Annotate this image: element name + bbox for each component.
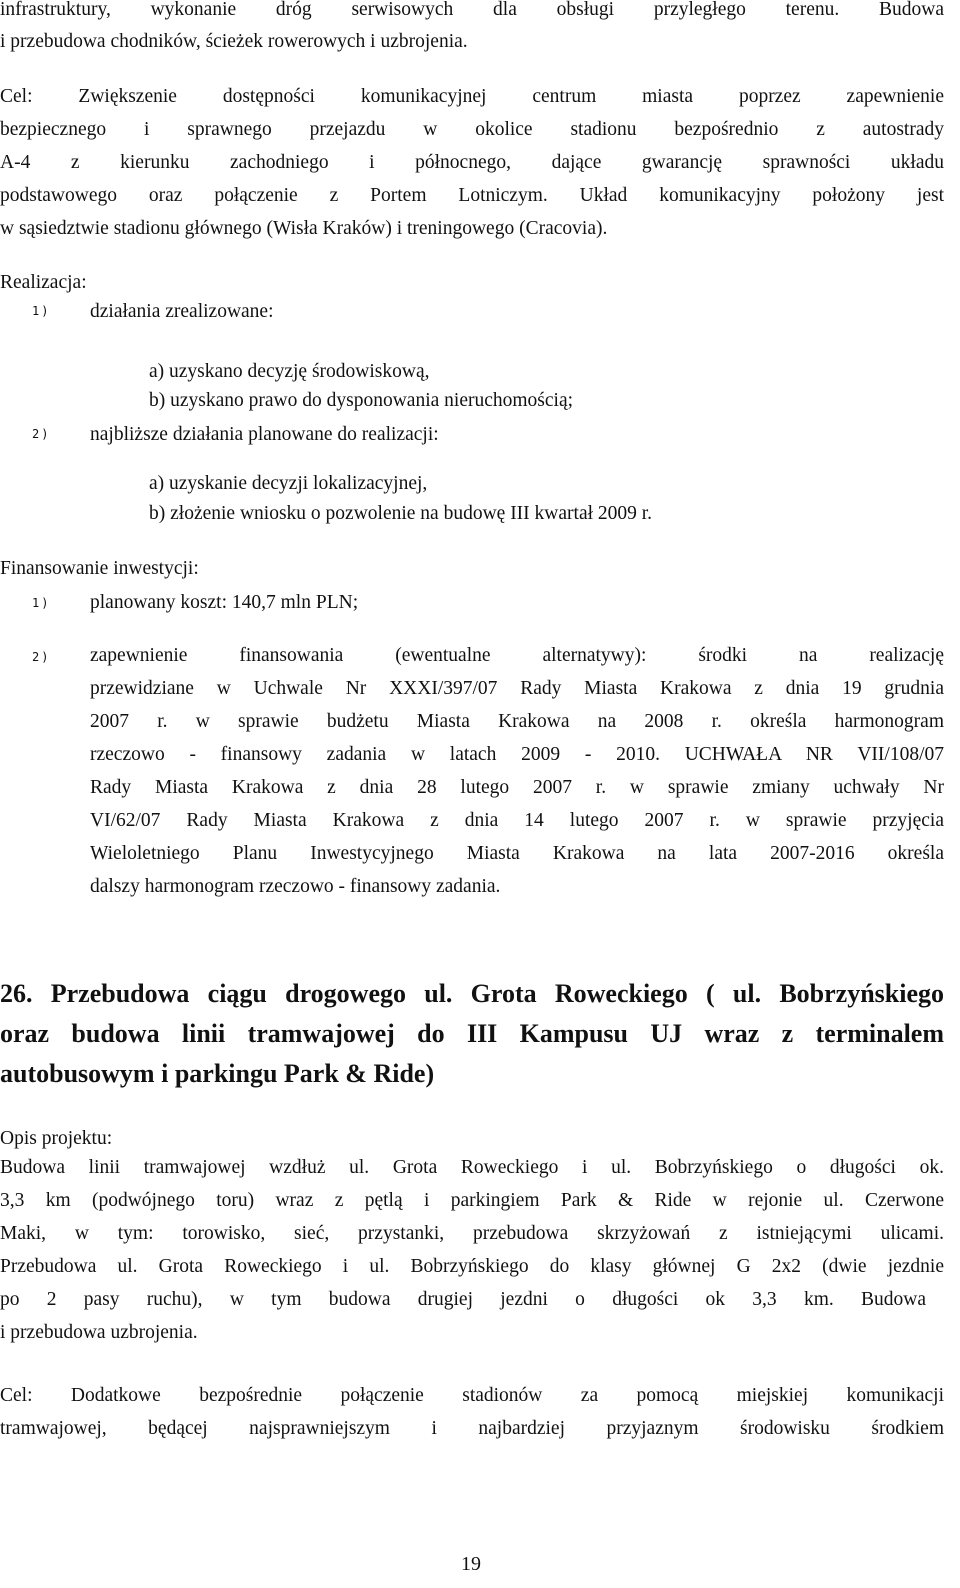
- description-line: 3,3 km (podwójnego toru) wraz z pętlą i parkingiem Park & Ride w rejonie ul. Czerwone: [0, 1190, 944, 1211]
- goal-paragraph-line: podstawowego oraz połączenie z Portem Lotniczym. Układ komunikacyjny położony jest: [0, 185, 944, 206]
- description-line: Maki, w tym: torowisko, sieć, przystanki, przebudowa skrzyżowań z istniejącymi ulicami.: [0, 1223, 944, 1244]
- financing-line: przewidziane w Uchwale Nr XXXI/397/07 Rady Miasta Krakowa z dnia 19 grudnia: [90, 678, 944, 699]
- financing-item: planowany koszt: 140,7 mln PLN;: [90, 592, 359, 613]
- financing-line: dalszy harmonogram rzeczowo - finansowy zadania.: [90, 876, 501, 897]
- goal-paragraph-line: A-4 z kierunku zachodniego i północnego, dające gwarancję sprawności układu: [0, 152, 944, 173]
- list-number: 1): [32, 304, 51, 318]
- intro-line: infrastruktury, wykonanie dróg serwisowych dla obsługi przyległego terenu. Budowa: [0, 0, 944, 20]
- financing-line: VI/62/07 Rady Miasta Krakowa z dnia 14 lutego 2007 r. w sprawie przyjęcia: [90, 810, 944, 831]
- page-number: 19: [461, 1553, 481, 1575]
- realization-subitem: a) uzyskanie decyzji lokalizacyjnej,: [149, 473, 428, 494]
- section-title-line: 26. Przebudowa ciągu drogowego ul. Grota Roweckiego ( ul. Bobrzyńskiego: [0, 979, 944, 1008]
- goal-paragraph-line: w sąsiedztwie stadionu głównego (Wisła Kraków) i treningowego (Cracovia).: [0, 218, 608, 239]
- goal-label: Cel:: [0, 1385, 33, 1406]
- financing-line: 2007 r. w sprawie budżetu Miasta Krakowa na 2008 r. określa harmonogram: [90, 711, 944, 732]
- realization-item: najbliższe działania planowane do realizacji:: [90, 424, 439, 445]
- goal-label: Cel:: [0, 86, 33, 107]
- goal-paragraph-line: [0, 81, 944, 113]
- goal-paragraph-line: tramwajowej, będącej najsprawniejszym i najbardziej przyjaznym środowisku środkiem: [0, 1418, 944, 1439]
- financing-line: Wieloletniego Planu Inwestycyjnego Miasta Krakowa na lata 2007-2016 określa: [90, 843, 944, 864]
- intro-line: i przebudowa chodników, ścieżek rowerowych i uzbrojenia.: [0, 31, 468, 52]
- financing-line: rzeczowo - finansowy zadania w latach 2009 - 2010. UCHWAŁA NR VII/108/07: [90, 744, 944, 765]
- description-line: i przebudowa uzbrojenia.: [0, 1322, 198, 1343]
- realization-item: działania zrealizowane:: [90, 301, 274, 322]
- description-line: po 2 pasy ruchu), w tym budowa drugiej jezdni o długości ok 3,3 km. Budowa: [0, 1289, 926, 1310]
- goal-text: Dodatkowe bezpośrednie połączenie stadionów za pomocą miejskiej komunikacji: [70, 1385, 944, 1406]
- realization-subitem: a) uzyskano decyzję środowiskową,: [149, 361, 430, 382]
- realization-subitem: b) złożenie wniosku o pozwolenie na budowę III kwartał 2009 r.: [149, 503, 653, 524]
- realization-heading: Realizacja:: [0, 272, 87, 293]
- goal-paragraph-line: [0, 1380, 944, 1412]
- list-number: 2): [32, 650, 51, 664]
- section-title-line: oraz budowa linii tramwajowej do III Kampusu UJ wraz z terminalem: [0, 1019, 944, 1048]
- goal-paragraph-line: bezpiecznego i sprawnego przejazdu w okolice stadionu bezpośrednio z autostrady: [0, 119, 944, 140]
- list-number: 2): [32, 427, 51, 441]
- financing-line: Rady Miasta Krakowa z dnia 28 lutego 2007 r. w sprawie zmiany uchwały Nr: [90, 777, 944, 798]
- realization-subitem: b) uzyskano prawo do dysponowania nieruchomością;: [149, 390, 574, 411]
- financing-heading: Finansowanie inwestycji:: [0, 558, 199, 579]
- section-title-line: autobusowym i parkingu Park & Ride): [0, 1059, 435, 1088]
- description-heading: Opis projektu:: [0, 1128, 113, 1149]
- description-line: Budowa linii tramwajowej wzdłuż ul. Grota Roweckiego i ul. Bobrzyńskiego o długości ok.: [0, 1157, 944, 1178]
- goal-text: Zwiększenie dostępności komunikacyjnej centrum miasta poprzez zapewnienie: [78, 86, 944, 107]
- list-number: 1): [32, 596, 51, 610]
- description-line: Przebudowa ul. Grota Roweckiego i ul. Bobrzyńskiego do klasy głównej G 2x2 (dwie jezdnie: [0, 1256, 944, 1277]
- financing-line: zapewnienie finansowania (ewentualne alternatywy): środki na realizację: [90, 645, 944, 666]
